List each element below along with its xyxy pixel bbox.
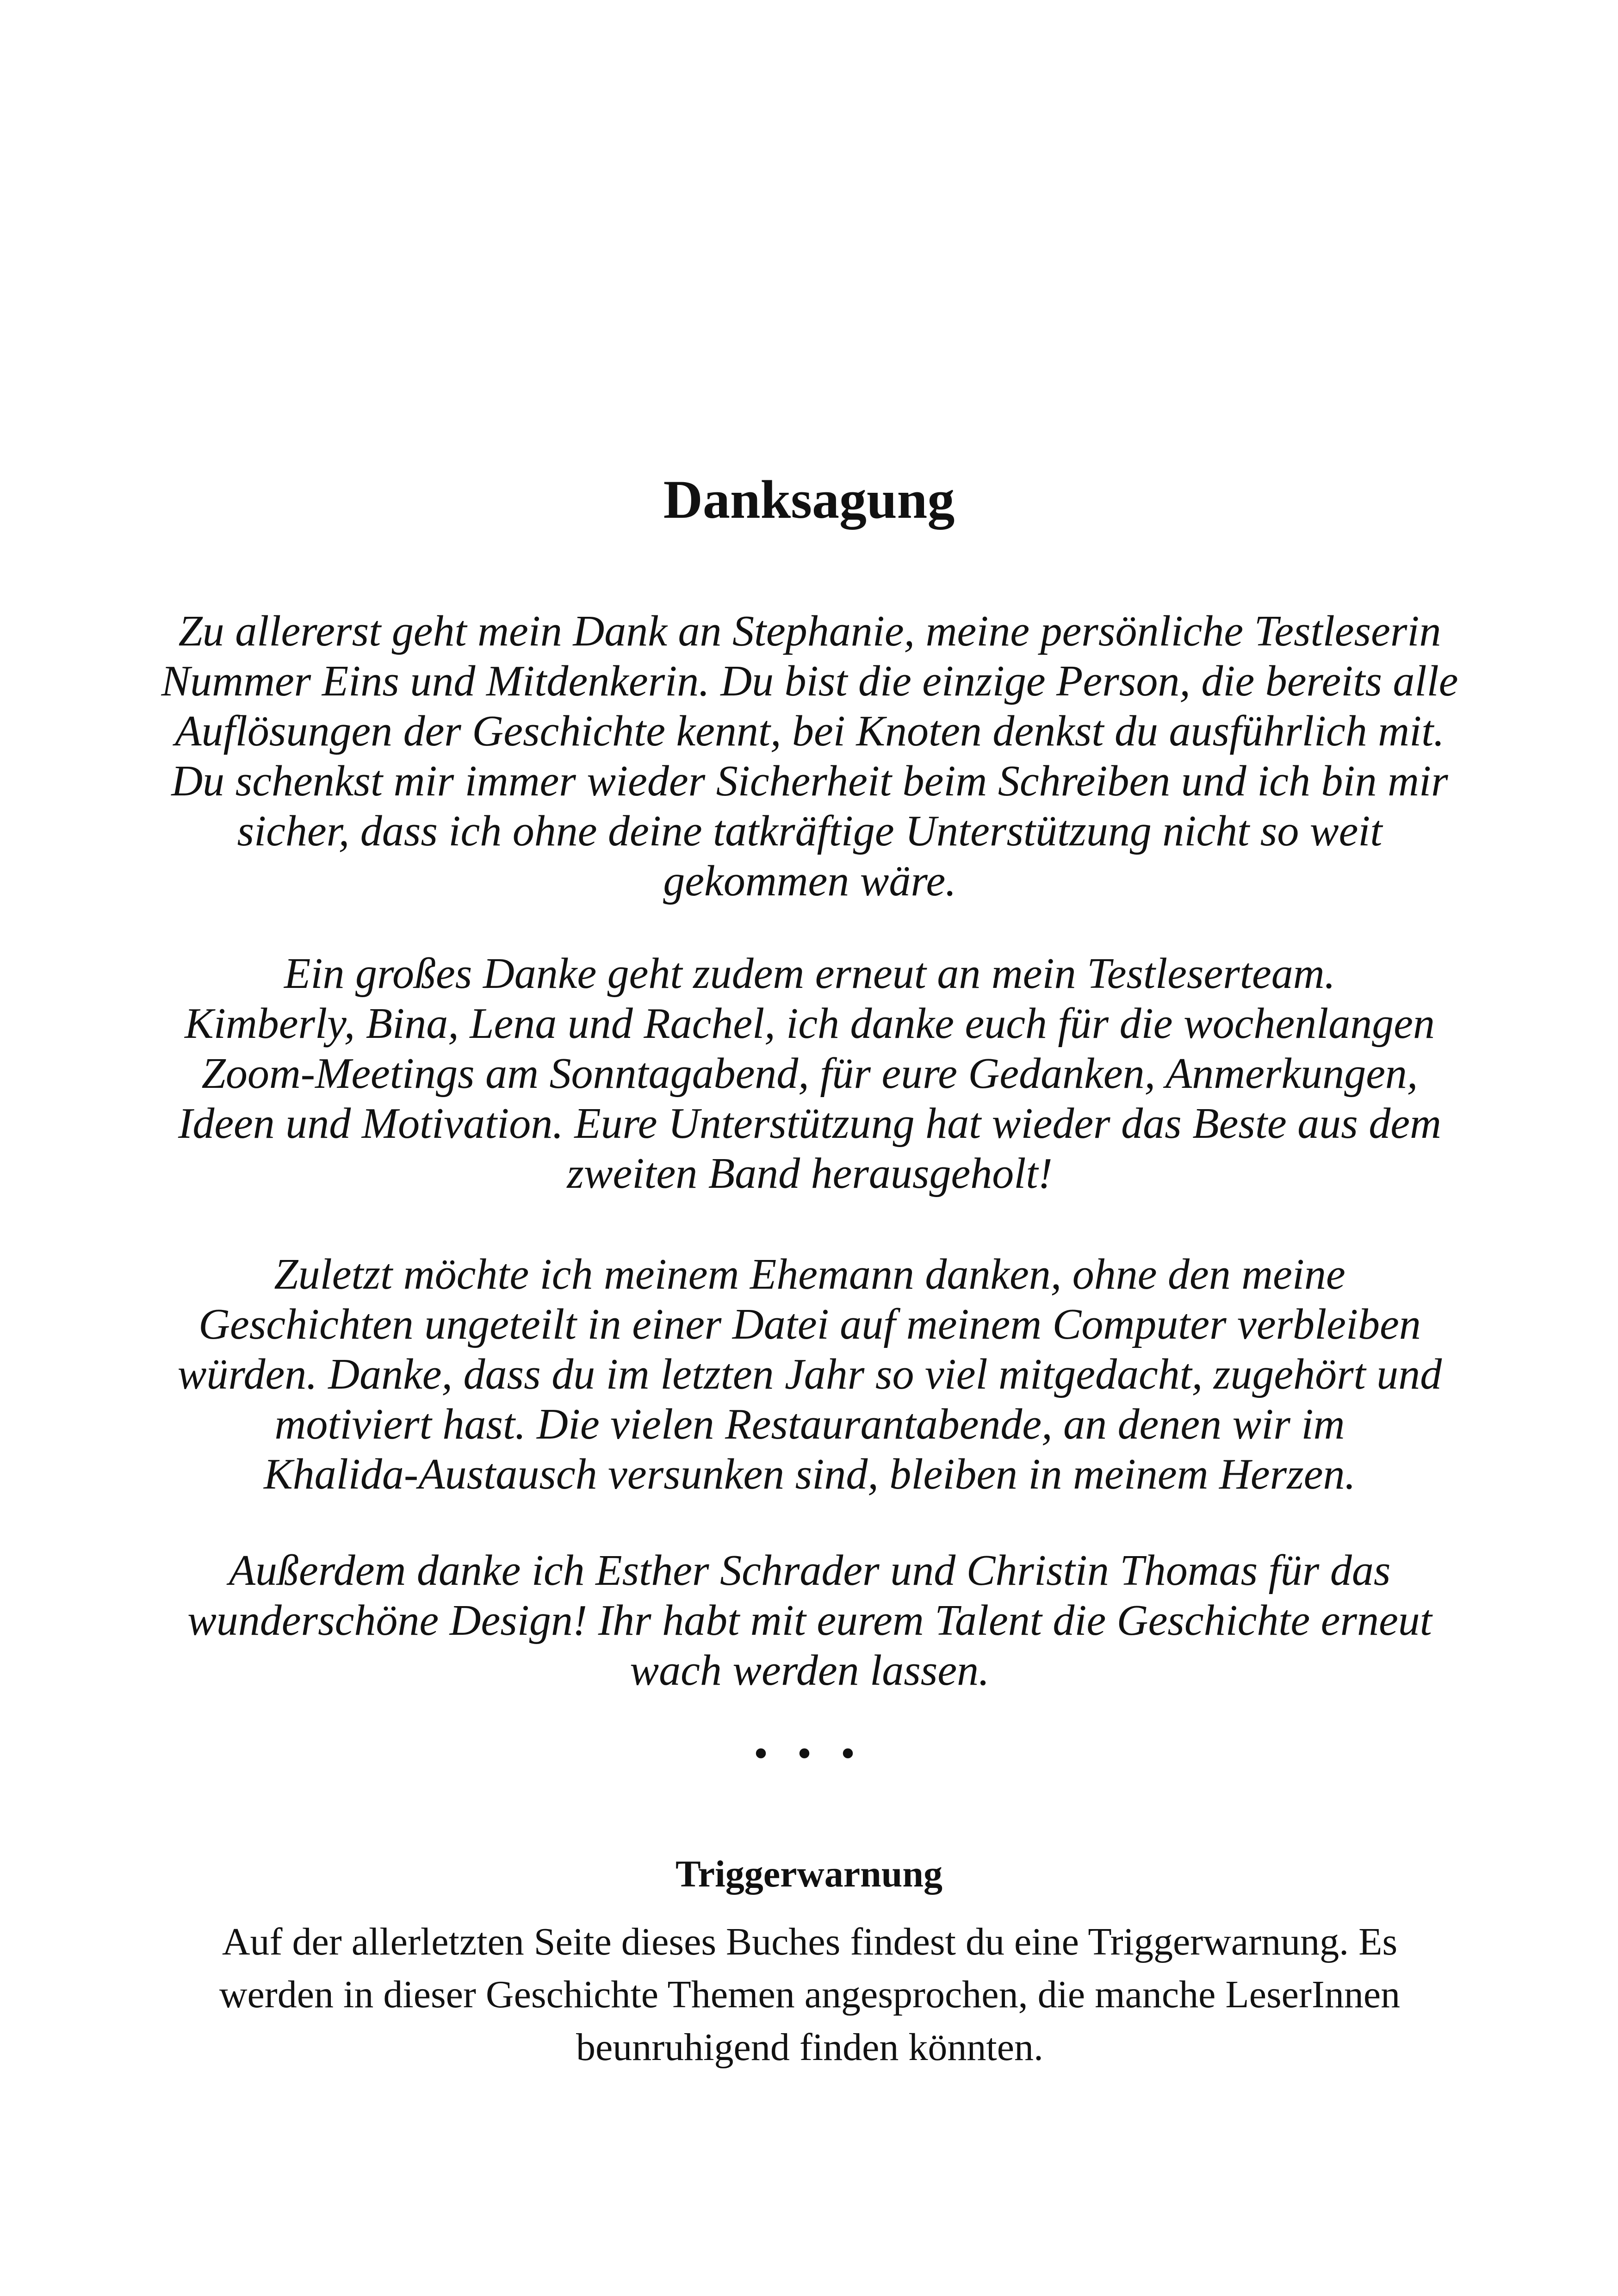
text-line: beunruhigend finden könnten. — [576, 2026, 1044, 2069]
text-line: gekommen wäre. — [663, 857, 956, 905]
trigger-warning-text — [148, 1916, 1471, 2074]
text-line: Auflösungen der Geschichte kennt, bei Knoten denkst du ausführlich mit. — [175, 707, 1444, 755]
text-line: Zu allererst geht mein Dank an Stephanie, meine persönliche Testleserin — [178, 607, 1441, 655]
text-line: würden. Danke, dass du im letzten Jahr so viel mitgedacht, zugehört und — [177, 1350, 1442, 1398]
text-line: wunderschöne Design! Ihr habt mit eurem Talent die Geschichte erneut — [187, 1596, 1432, 1644]
text-line: Zoom-Meetings am Sonntagabend, für eure Gedanken, Anmerkungen, — [201, 1049, 1418, 1098]
text-line: Du schenkst mir immer wieder Sicherheit beim Schreiben und ich bin mir — [171, 757, 1448, 805]
text-line: werden in dieser Geschichte Themen angesprochen, die manche LeserInnen — [219, 1973, 1401, 2016]
page-title: Danksagung — [663, 469, 955, 530]
text-line: Nummer Eins und Mitdenkerin. Du bist die einzige Person, die bereits alle — [161, 657, 1458, 705]
acknowledgement-paragraph-4 — [157, 1545, 1462, 1695]
text-line: Ein großes Danke geht zudem erneut an mein Testleserteam. — [284, 949, 1336, 998]
text-line: wach werden lassen. — [630, 1646, 990, 1694]
acknowledgement-paragraph-3 — [157, 1249, 1462, 1499]
text-line: Zuletzt möchte ich meinem Ehemann danken, ohne den meine — [274, 1250, 1345, 1298]
text-line: Außerdem danke ich Esther Schrader und Christin Thomas für das — [229, 1546, 1391, 1595]
text-line: Geschichten ungeteilt in einer Datei auf meinem Computer verbleiben — [198, 1300, 1421, 1348]
text-line: Khalida-Austausch versunken sind, bleiben in meinem Herzen. — [263, 1450, 1356, 1498]
text-line: sicher, dass ich ohne deine tatkräftige Unterstützung nicht so weit — [237, 807, 1382, 855]
text-line: Auf der allerletzten Seite dieses Buches findest du eine Triggerwarnung. Es — [222, 1920, 1398, 1963]
section-divider: • • • — [753, 1731, 865, 1776]
text-line: motiviert hast. Die vielen Restaurantabende, an denen wir im — [274, 1400, 1345, 1448]
text-line: Kimberly, Bina, Lena und Rachel, ich danke euch für die wochenlangen — [185, 999, 1435, 1048]
text-line: Ideen und Motivation. Eure Unterstützung hat wieder das Beste aus dem — [178, 1099, 1441, 1148]
acknowledgement-paragraph-1 — [157, 606, 1462, 906]
trigger-warning-heading: Triggerwarnung — [675, 1853, 942, 1895]
acknowledgement-paragraph-2 — [157, 949, 1462, 1198]
text-line: zweiten Band herausgeholt! — [567, 1149, 1053, 1198]
